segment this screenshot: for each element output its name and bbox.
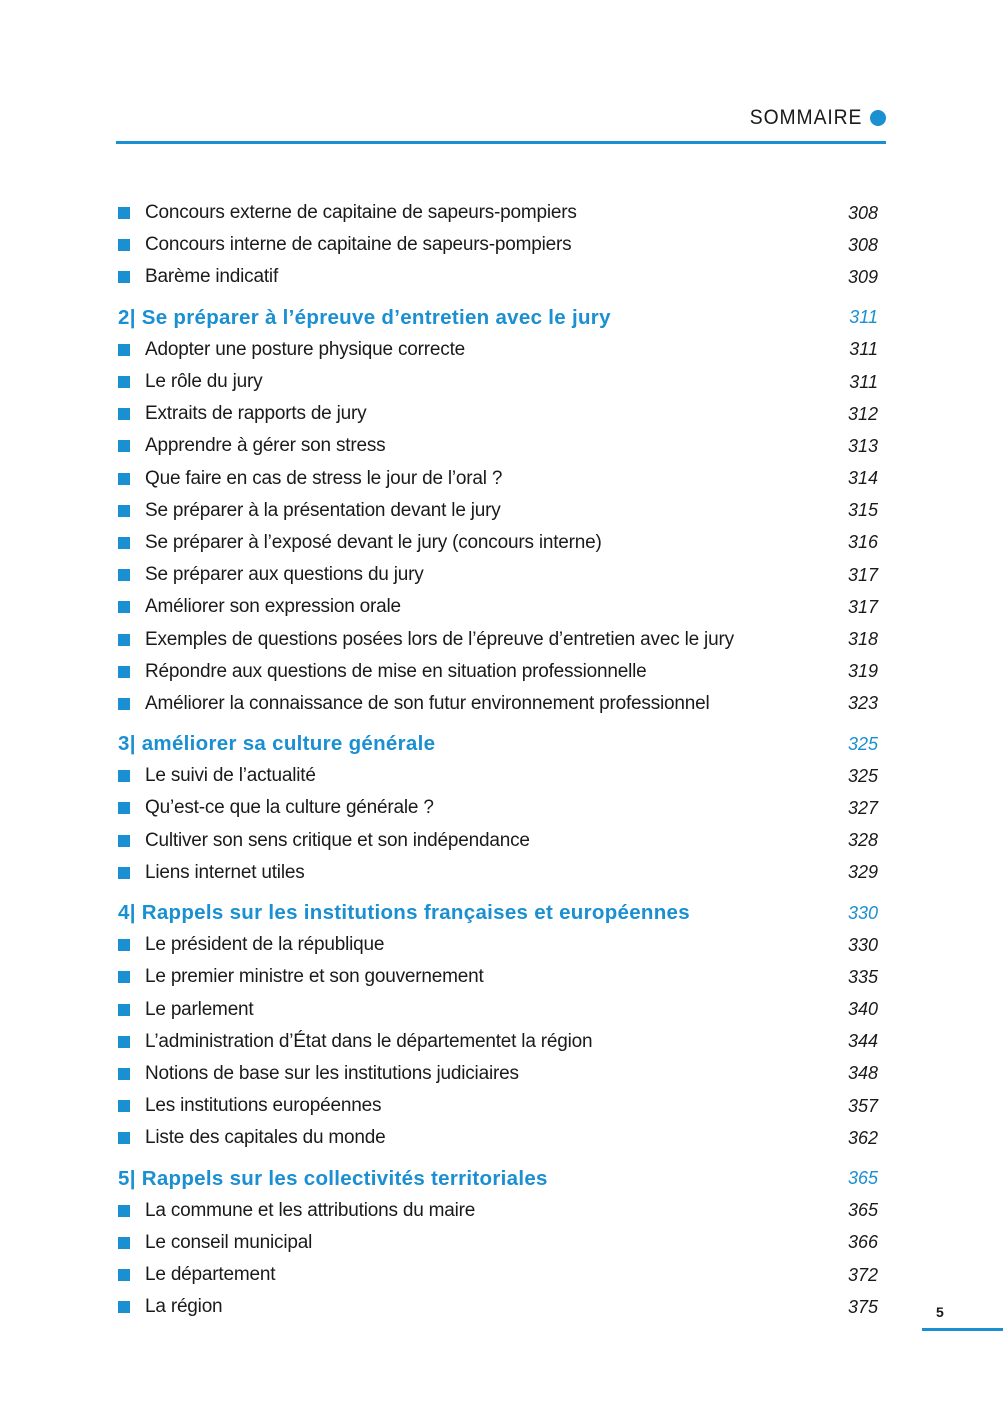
toc-entry-page-number: 372	[847, 1264, 878, 1285]
toc-item	[118, 527, 882, 559]
toc-entry-page-number: 314	[847, 468, 878, 489]
toc-entry-page-number: 317	[847, 596, 878, 617]
toc-item	[118, 591, 882, 623]
toc-item	[118, 929, 882, 961]
square-bullet-icon	[118, 473, 130, 485]
toc-entry-page-number: 317	[847, 564, 878, 585]
square-bullet-icon	[118, 408, 130, 420]
toc-entry-label: Le département	[145, 1264, 276, 1286]
toc-entry-page-number: 325	[847, 765, 878, 786]
toc-entry-label: La commune et les attributions du maire	[145, 1199, 476, 1221]
toc-entry-page-number: 348	[847, 1063, 878, 1084]
toc-entry-label: Concours externe de capitaine de sapeurs-pompiers	[145, 202, 577, 224]
square-bullet-icon	[118, 239, 130, 251]
page-title: SOMMAIRE	[749, 106, 862, 129]
square-bullet-icon	[118, 634, 130, 646]
toc-entry-page-number: 319	[847, 661, 878, 682]
toc-entry-page-number: 357	[847, 1095, 878, 1116]
toc-entry-page-number: 311	[849, 307, 878, 328]
toc-entry-page-number: 325	[847, 733, 878, 754]
toc-item	[118, 1026, 882, 1058]
toc-entry-page-number: 335	[847, 966, 878, 987]
square-bullet-icon	[118, 569, 130, 581]
toc-item	[118, 398, 882, 430]
toc-item	[118, 760, 882, 792]
table-of-contents	[118, 197, 882, 1323]
toc-entry-label: Le suivi de l’actualité	[145, 765, 316, 787]
toc-entry-page-number: 327	[847, 797, 878, 818]
toc-entry-label: Le rôle du jury	[145, 371, 263, 393]
square-bullet-icon	[118, 770, 130, 782]
toc-entry-label: 2| Se préparer à l’épreuve d’entretien avec le jury	[118, 305, 611, 329]
square-bullet-icon	[118, 440, 130, 452]
toc-entry-label: Le conseil municipal	[145, 1231, 313, 1253]
toc-item	[118, 495, 882, 527]
toc-item	[118, 197, 882, 229]
toc-entry-label: Apprendre à gérer son stress	[145, 435, 386, 457]
toc-entry-label: Qu’est-ce que la culture générale ?	[145, 797, 434, 819]
toc-item	[118, 261, 882, 293]
toc-item	[118, 792, 882, 824]
toc-entry-page-number: 312	[847, 403, 878, 424]
toc-item	[118, 463, 882, 495]
toc-item	[118, 229, 882, 261]
toc-entry-label: Barème indicatif	[145, 266, 279, 288]
toc-entry-label: Adopter une posture physique correcte	[145, 338, 466, 360]
toc-entry-page-number: 316	[847, 532, 878, 553]
square-bullet-icon	[118, 835, 130, 847]
toc-item	[118, 623, 882, 655]
toc-entry-label: 4| Rappels sur les institutions françaises et européennes	[118, 901, 690, 925]
square-bullet-icon	[118, 1237, 130, 1249]
square-bullet-icon	[118, 666, 130, 678]
toc-entry-page-number: 330	[847, 902, 878, 923]
toc-entry-label: Liste des capitales du monde	[145, 1127, 386, 1149]
square-bullet-icon	[118, 601, 130, 613]
square-bullet-icon	[118, 1068, 130, 1080]
toc-entry-label: Liens internet utiles	[145, 861, 305, 883]
page-number: 5	[936, 1304, 944, 1320]
toc-entry-label: La région	[145, 1296, 223, 1318]
toc-item	[118, 688, 882, 720]
toc-entry-page-number: 365	[847, 1168, 878, 1189]
square-bullet-icon	[118, 1269, 130, 1281]
square-bullet-icon	[118, 271, 130, 283]
toc-item	[118, 825, 882, 857]
square-bullet-icon	[118, 1036, 130, 1048]
square-bullet-icon	[118, 867, 130, 879]
toc-entry-page-number: 308	[847, 202, 878, 223]
toc-entry-page-number: 311	[849, 339, 878, 360]
toc-entry-page-number: 323	[847, 693, 878, 714]
toc-section-heading	[118, 897, 882, 929]
square-bullet-icon	[118, 698, 130, 710]
toc-item	[118, 559, 882, 591]
toc-entry-page-number: 308	[847, 234, 878, 255]
square-bullet-icon	[118, 376, 130, 388]
toc-item	[118, 961, 882, 993]
toc-item	[118, 1291, 882, 1323]
toc-item	[118, 1227, 882, 1259]
toc-item	[118, 430, 882, 462]
toc-entry-label: 5| Rappels sur les collectivités territoriales	[118, 1166, 548, 1190]
toc-entry-page-number: 311	[849, 371, 878, 392]
square-bullet-icon	[118, 1004, 130, 1016]
square-bullet-icon	[118, 1205, 130, 1217]
toc-entry-page-number: 375	[847, 1296, 878, 1317]
toc-entry-page-number: 315	[847, 500, 878, 521]
footer-divider	[922, 1328, 1003, 1331]
page-header	[116, 104, 886, 132]
square-bullet-icon	[118, 207, 130, 219]
square-bullet-icon	[118, 537, 130, 549]
toc-entry-label: Améliorer la connaissance de son futur environnement professionnel	[145, 692, 710, 714]
toc-entry-page-number: 329	[847, 862, 878, 883]
square-bullet-icon	[118, 939, 130, 951]
toc-entry-page-number: 362	[847, 1127, 878, 1148]
square-bullet-icon	[118, 971, 130, 983]
square-bullet-icon	[118, 1132, 130, 1144]
square-bullet-icon	[118, 344, 130, 356]
toc-entry-page-number: 328	[847, 830, 878, 851]
toc-entry-page-number: 344	[847, 1031, 878, 1052]
toc-section-heading	[118, 728, 882, 760]
toc-entry-label: Se préparer à l’exposé devant le jury (concours interne)	[145, 531, 602, 553]
toc-item	[118, 1259, 882, 1291]
toc-entry-label: Se préparer à la présentation devant le jury	[145, 499, 501, 521]
toc-entry-label: Le premier ministre et son gouvernement	[145, 966, 484, 988]
toc-entry-label: Notions de base sur les institutions judiciaires	[145, 1062, 519, 1084]
toc-entry-label: 3| améliorer sa culture générale	[118, 732, 436, 756]
square-bullet-icon	[118, 802, 130, 814]
toc-item	[118, 994, 882, 1026]
header-divider	[116, 141, 886, 144]
toc-entry-label: Le président de la république	[145, 934, 385, 956]
toc-item	[118, 1058, 882, 1090]
toc-item	[118, 1122, 882, 1154]
toc-entry-label: Exemples de questions posées lors de l’épreuve d’entretien avec le jury	[145, 628, 734, 650]
toc-entry-label: Améliorer son expression orale	[145, 596, 401, 618]
toc-entry-page-number: 330	[847, 934, 878, 955]
toc-section-heading	[118, 302, 882, 334]
toc-entry-label: Répondre aux questions de mise en situation professionnelle	[145, 660, 647, 682]
toc-entry-page-number: 366	[847, 1232, 878, 1253]
toc-entry-page-number: 340	[847, 999, 878, 1020]
toc-item	[118, 334, 882, 366]
square-bullet-icon	[118, 1301, 130, 1313]
toc-entry-page-number: 318	[847, 629, 878, 650]
toc-entry-label: Se préparer aux questions du jury	[145, 564, 424, 586]
toc-entry-label: Concours interne de capitaine de sapeurs-pompiers	[145, 234, 572, 256]
toc-entry-page-number: 365	[847, 1200, 878, 1221]
square-bullet-icon	[118, 1100, 130, 1112]
toc-entry-label: Que faire en cas de stress le jour de l’oral ?	[145, 467, 503, 489]
toc-entry-label: Les institutions européennes	[145, 1095, 382, 1117]
toc-entry-label: L’administration d’État dans le départementet la région	[145, 1030, 593, 1052]
toc-item	[118, 656, 882, 688]
toc-item	[118, 366, 882, 398]
toc-item	[118, 1090, 882, 1122]
toc-item	[118, 1195, 882, 1227]
toc-entry-page-number: 313	[847, 435, 878, 456]
blue-dot-icon	[870, 110, 886, 126]
toc-section-heading	[118, 1162, 882, 1194]
toc-entry-label: Extraits de rapports de jury	[145, 403, 367, 425]
square-bullet-icon	[118, 505, 130, 517]
toc-entry-label: Cultiver son sens critique et son indépendance	[145, 829, 530, 851]
toc-entry-page-number: 309	[847, 266, 878, 287]
toc-item	[118, 857, 882, 889]
toc-entry-label: Le parlement	[145, 998, 254, 1020]
